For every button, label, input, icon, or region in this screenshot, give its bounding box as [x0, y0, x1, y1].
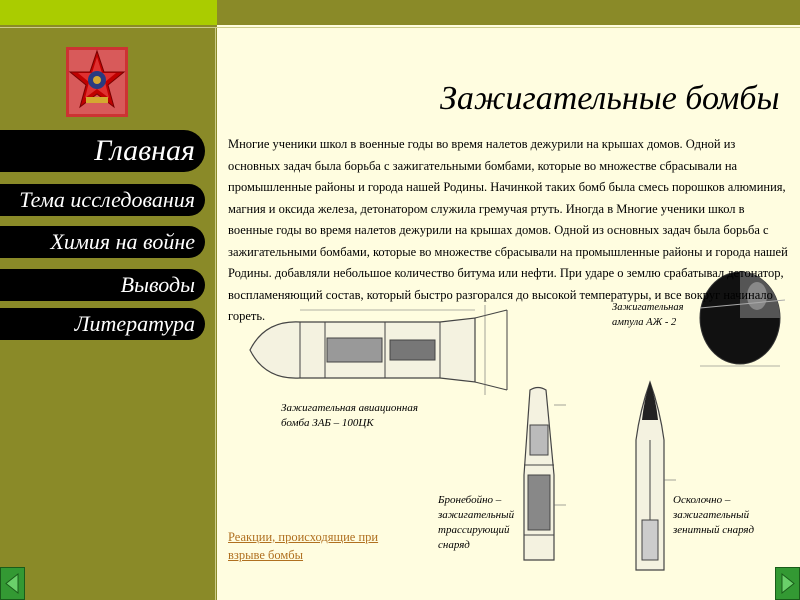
nav-home[interactable]: Главная [0, 130, 205, 172]
next-button[interactable] [775, 567, 800, 600]
nav-conclusions[interactable]: Выводы [0, 269, 205, 301]
red-star-emblem-icon [66, 47, 128, 117]
caption-bomb: Зажигательная авиационная бомба ЗАБ – 100ЦК [281, 402, 418, 429]
divider-line-vertical [215, 27, 216, 600]
top-accent-bar [0, 0, 217, 25]
nav-literature[interactable]: Литература [0, 308, 205, 340]
prev-arrow-icon [1, 568, 24, 599]
fragmentation-shell-drawing [620, 380, 680, 580]
armor-piercing-shell-drawing [510, 385, 570, 575]
next-arrow-icon [776, 568, 799, 599]
top-bar [217, 0, 800, 25]
caption-ampoule: Зажигательная ампула АЖ - 2 [612, 302, 684, 328]
caption-shell-1: Бронебойно – зажигательный трассирующий снаряд [438, 494, 515, 551]
divider-line [0, 27, 800, 28]
reactions-link[interactable]: Реакции, происходящие при взрыве бомбы [228, 530, 379, 562]
body-text: Многие ученики школ в военные годы во время налетов дежурили на крышах домов. Одной из основных задач была борьба с зажигательными бомбами, которые во множестве сбрасывали на промышленные районы и города нашей Родины. Начинкой таких бомб была смесь порошков алюминия, магния и оксида железа, детонатором служила гремучая ртуть. Иногда в Многие ученики школ в военные годы во время налетов дежурили на крышах домов. Одной из основных задач была борьба с зажигательными бомбами, которые во множестве сбрасывали на промышленные районы и города нашей Родины. добавляли небольшое количество битума или нефти. При ударе о землю срабатывал детонатор, воспламеняющий состав, который быстро разгорался до высокой температуры, и все вокруг начинало гореть. [228, 137, 788, 323]
prev-button[interactable] [0, 567, 25, 600]
nav-chemistry-at-war[interactable]: Химия на войне [0, 226, 205, 258]
caption-shell-2: Осколочно – зажигательный зенитный снаряд [673, 494, 755, 536]
page-title: Зажигательные бомбы [440, 80, 780, 117]
nav-research-topic[interactable]: Тема исследования [0, 184, 205, 216]
